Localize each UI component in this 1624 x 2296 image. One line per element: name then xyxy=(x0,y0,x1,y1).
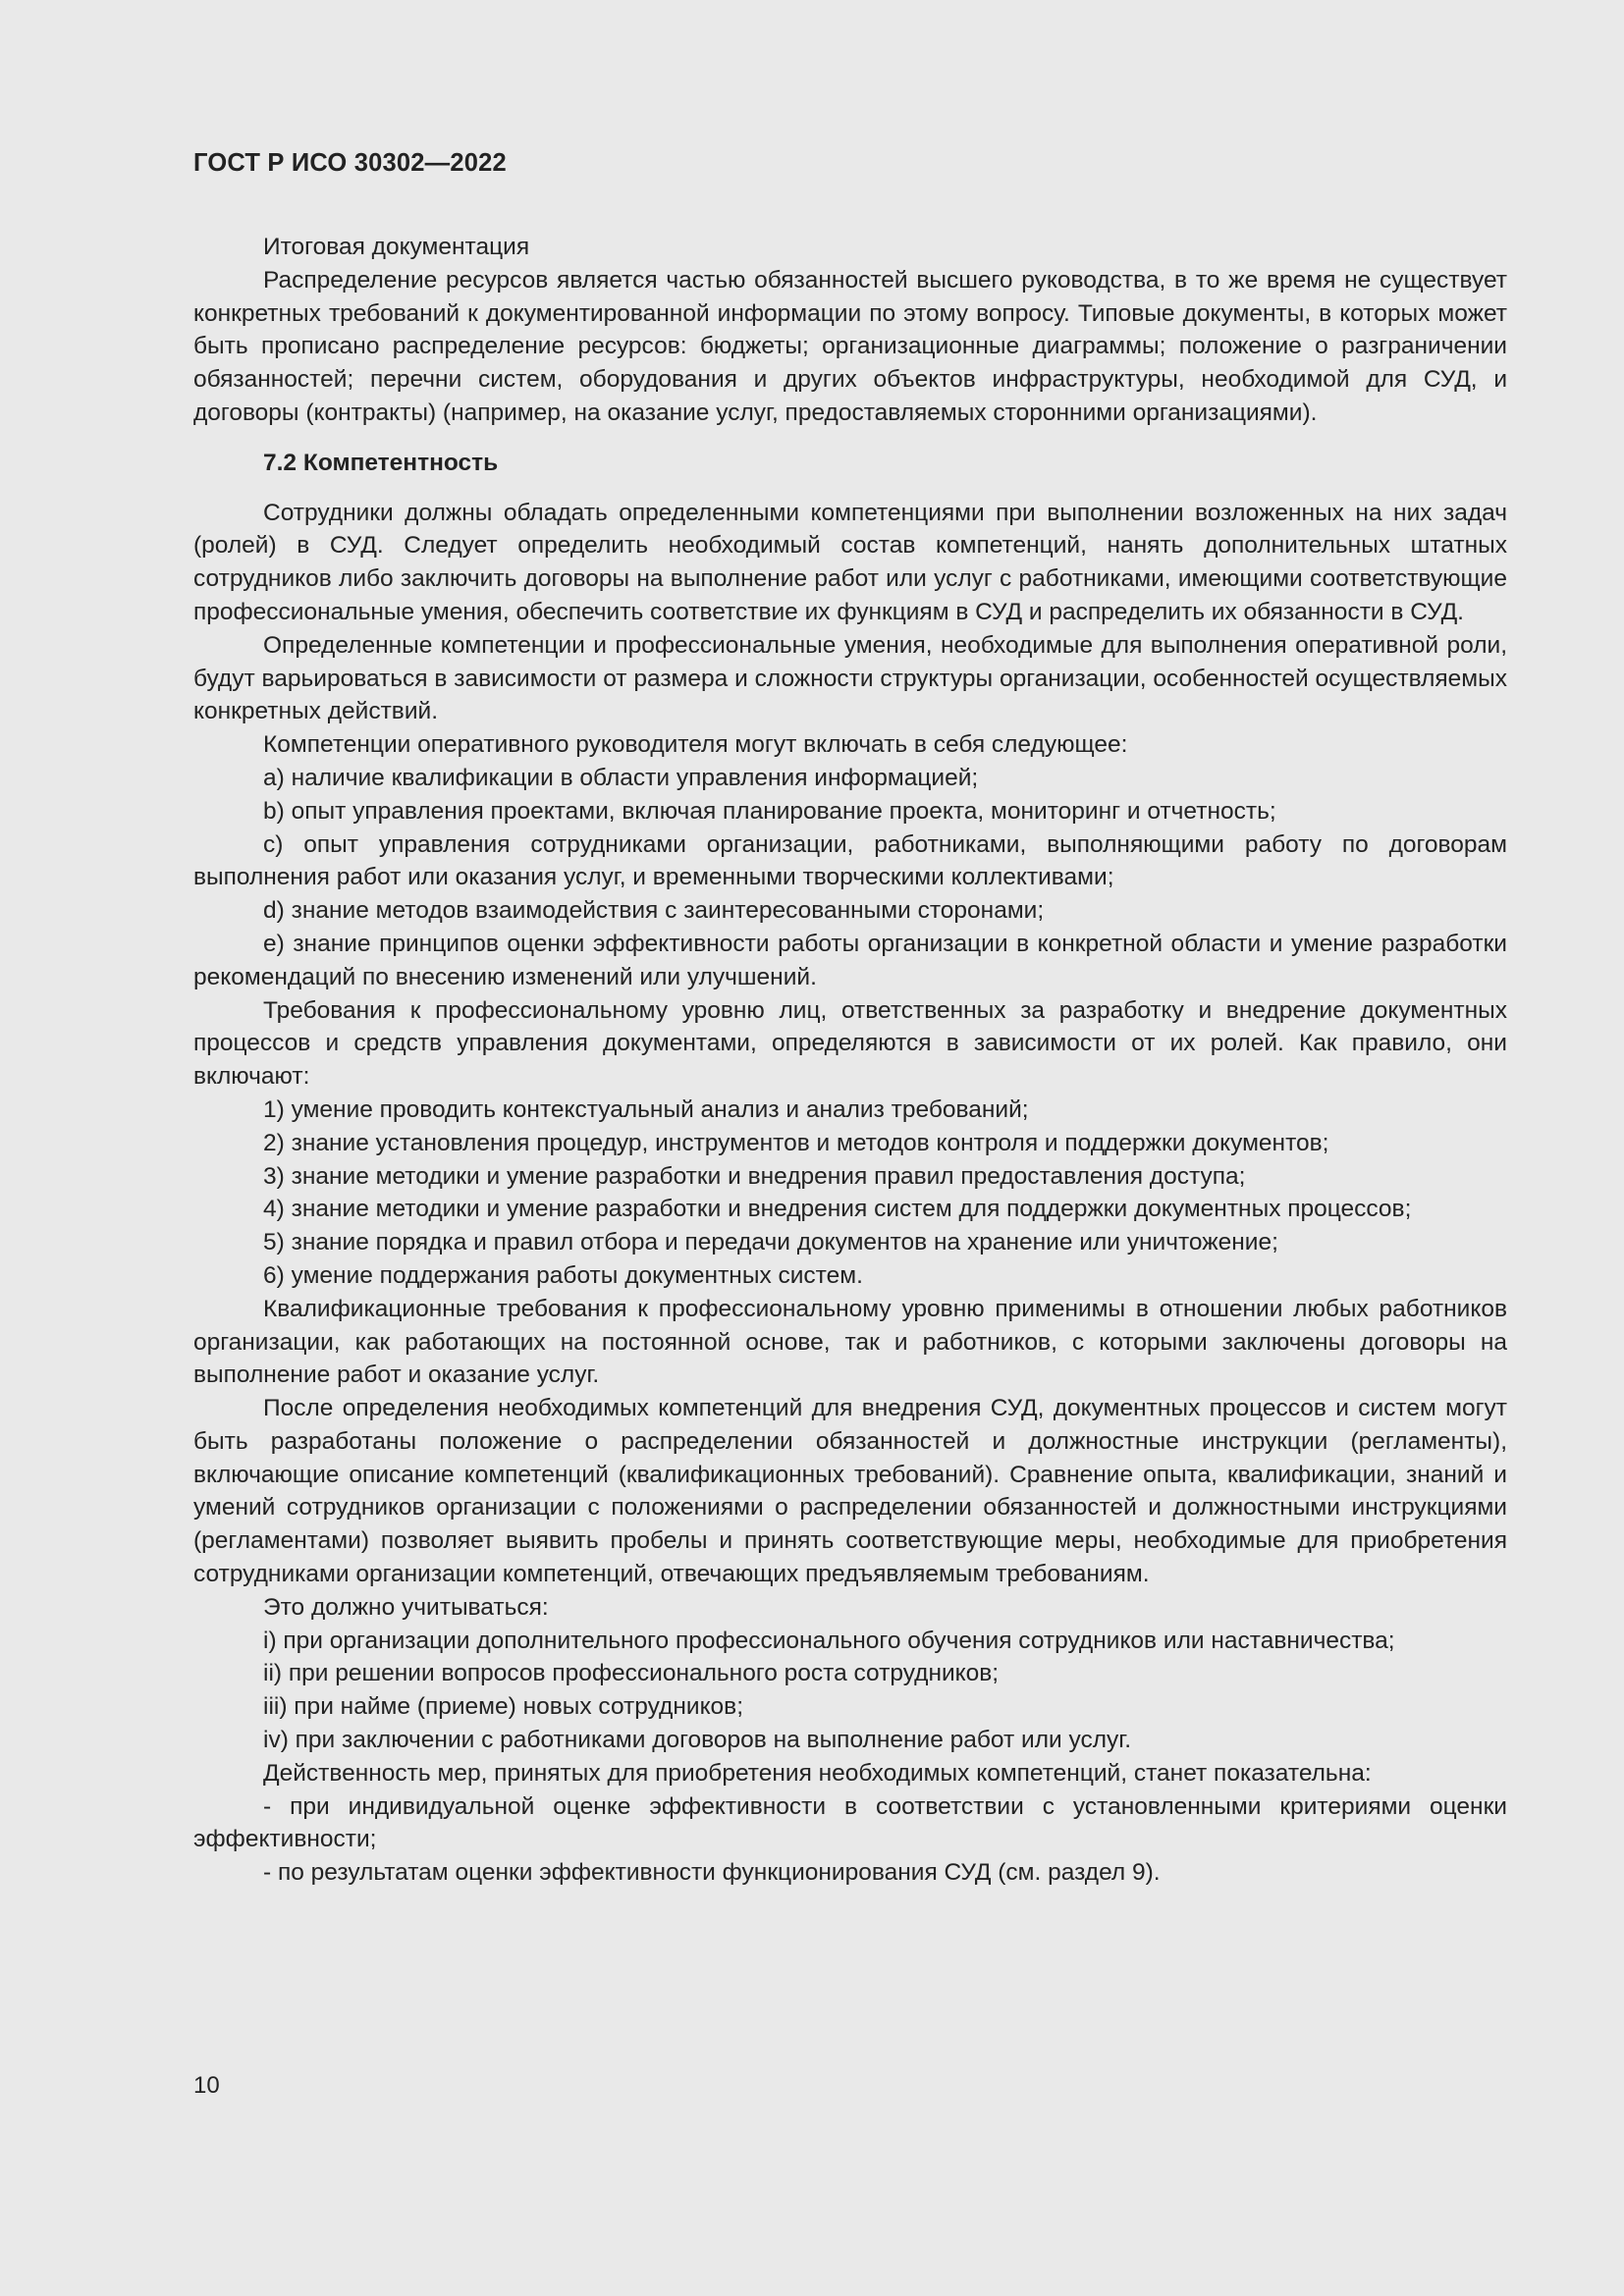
paragraph: Итоговая документация xyxy=(263,234,530,260)
list-item: 1) умение проводить контекстуальный анализ и анализ требований; xyxy=(263,1095,1029,1123)
list-item: 4) знание методики и умение разработки и внедрения систем для поддержки документных процессов; xyxy=(263,1196,1412,1223)
list-item: c) опыт управления сотрудниками организации, работниками, выполняющими работу по договорам выполнения работ или оказания услуг, и временными творческими коллективами; xyxy=(193,830,1507,891)
competence-section-body xyxy=(193,497,1507,1890)
section-heading: 7.2 Компетентность xyxy=(263,449,499,476)
list-item: e) знание принципов оценки эффективности работы организации в конкретной области и умение разработки рекомендаций по внесению изменений или улучшений. xyxy=(193,930,1507,990)
document-code-header: ГОСТ Р ИСО 30302—2022 xyxy=(193,149,507,177)
list-item: d) знание методов взаимодействия с заинтересованными сторонами; xyxy=(263,897,1045,925)
list-item: 5) знание порядка и правил отбора и передачи документов на хранение или уничтожение; xyxy=(263,1229,1278,1256)
list-item: b) опыт управления проектами, включая планирование проекта, мониторинг и отчетность; xyxy=(263,797,1276,825)
paragraph: Действенность мер, принятых для приобретения необходимых компетенций, станет показательна: xyxy=(263,1759,1372,1787)
list-item: 2) знание установления процедур, инструментов и методов контроля и поддержки документов; xyxy=(263,1129,1329,1156)
paragraph: Компетенции оперативного руководителя могут включать в себя следующее: xyxy=(263,731,1128,759)
paragraph: Квалификационные требования к профессиональному уровню применимы в отношении любых работников организации, как работающих на постоянной основе, так и работников, с которыми заключены договоры на выполнение работ и оказание услуг. xyxy=(193,1295,1507,1389)
paragraph: Сотрудники должны обладать определенными компетенциями при выполнении возложенных на них задач (ролей) в СУД. Следует определить необходимый состав компетенций, нанять дополнительных штатных сотрудников либо заключить договоры на выполнение работ или услуг с работниками, имеющими соответствующие профессиональные умения, обеспечить соответствие их функциям в СУД и распределить их обязанности в СУД. xyxy=(193,499,1507,625)
page-number: 10 xyxy=(193,2072,220,2099)
list-item: a) наличие квалификации в области управления информацией; xyxy=(263,764,979,791)
paragraph: Это должно учитываться: xyxy=(263,1593,549,1621)
paragraph: После определения необходимых компетенций для внедрения СУД, документных процессов и систем могут быть разработаны положение о распределении обязанностей и должностные инструкции (регламенты), включающие описание компетенций (квалификационных требований). Сравнение опыта, квалификации, знаний и умений сотрудников организации с положениями о распределении обязанностей и должностными инструкциями (регламентами) позволяет выявить пробелы и принять соответствующие меры, необходимые для приобретения сотрудниками организации компетенций, отвечающих предъявляемым требованиям. xyxy=(193,1395,1507,1588)
paragraph: Требования к профессиональному уровню лиц, ответственных за разработку и внедрение документных процессов и средств управления документами, определяются в зависимости от их ролей. Как правило, они включают: xyxy=(193,996,1507,1091)
list-item: - по результатам оценки эффективности функционирования СУД (см. раздел 9). xyxy=(263,1859,1161,1887)
list-item: 3) знание методики и умение разработки и внедрения правил предоставления доступа; xyxy=(263,1162,1246,1190)
list-item: iv) при заключении с работниками договоров на выполнение работ или услуг. xyxy=(263,1727,1132,1754)
document-page xyxy=(193,147,1507,1890)
list-item: iii) при найме (приеме) новых сотрудников; xyxy=(263,1693,744,1721)
list-item: ii) при решении вопросов профессионального роста сотрудников; xyxy=(263,1660,1000,1687)
list-item: i) при организации дополнительного профессионального обучения сотрудников или наставничества; xyxy=(263,1627,1395,1654)
list-item: 6) умение поддержания работы документных систем. xyxy=(263,1261,863,1289)
paragraph: Определенные компетенции и профессиональные умения, необходимые для выполнения оперативной роли, будут варьироваться в зависимости от размера и сложности структуры организации, особенностей осуществляемых конкретных действий. xyxy=(193,631,1507,725)
list-item: - при индивидуальной оценке эффективности в соответствии с установленными критериями оценки эффективности; xyxy=(193,1792,1507,1853)
paragraph: Распределение ресурсов является частью обязанностей высшего руководства, в то же время не существует конкретных требований к документированной информации по этому вопросу. Типовые документы, в которых может быть прописано распределение ресурсов: бюджеты; организационные диаграммы; положение о разграничении обязанностей; перечни систем, оборудования и других объектов инфраструктуры, необходимой для СУД, и договоры (контракты) (например, на оказание услуг, предоставляемых сторонними организациями). xyxy=(193,266,1507,426)
resource-allocation-block xyxy=(193,231,1507,430)
